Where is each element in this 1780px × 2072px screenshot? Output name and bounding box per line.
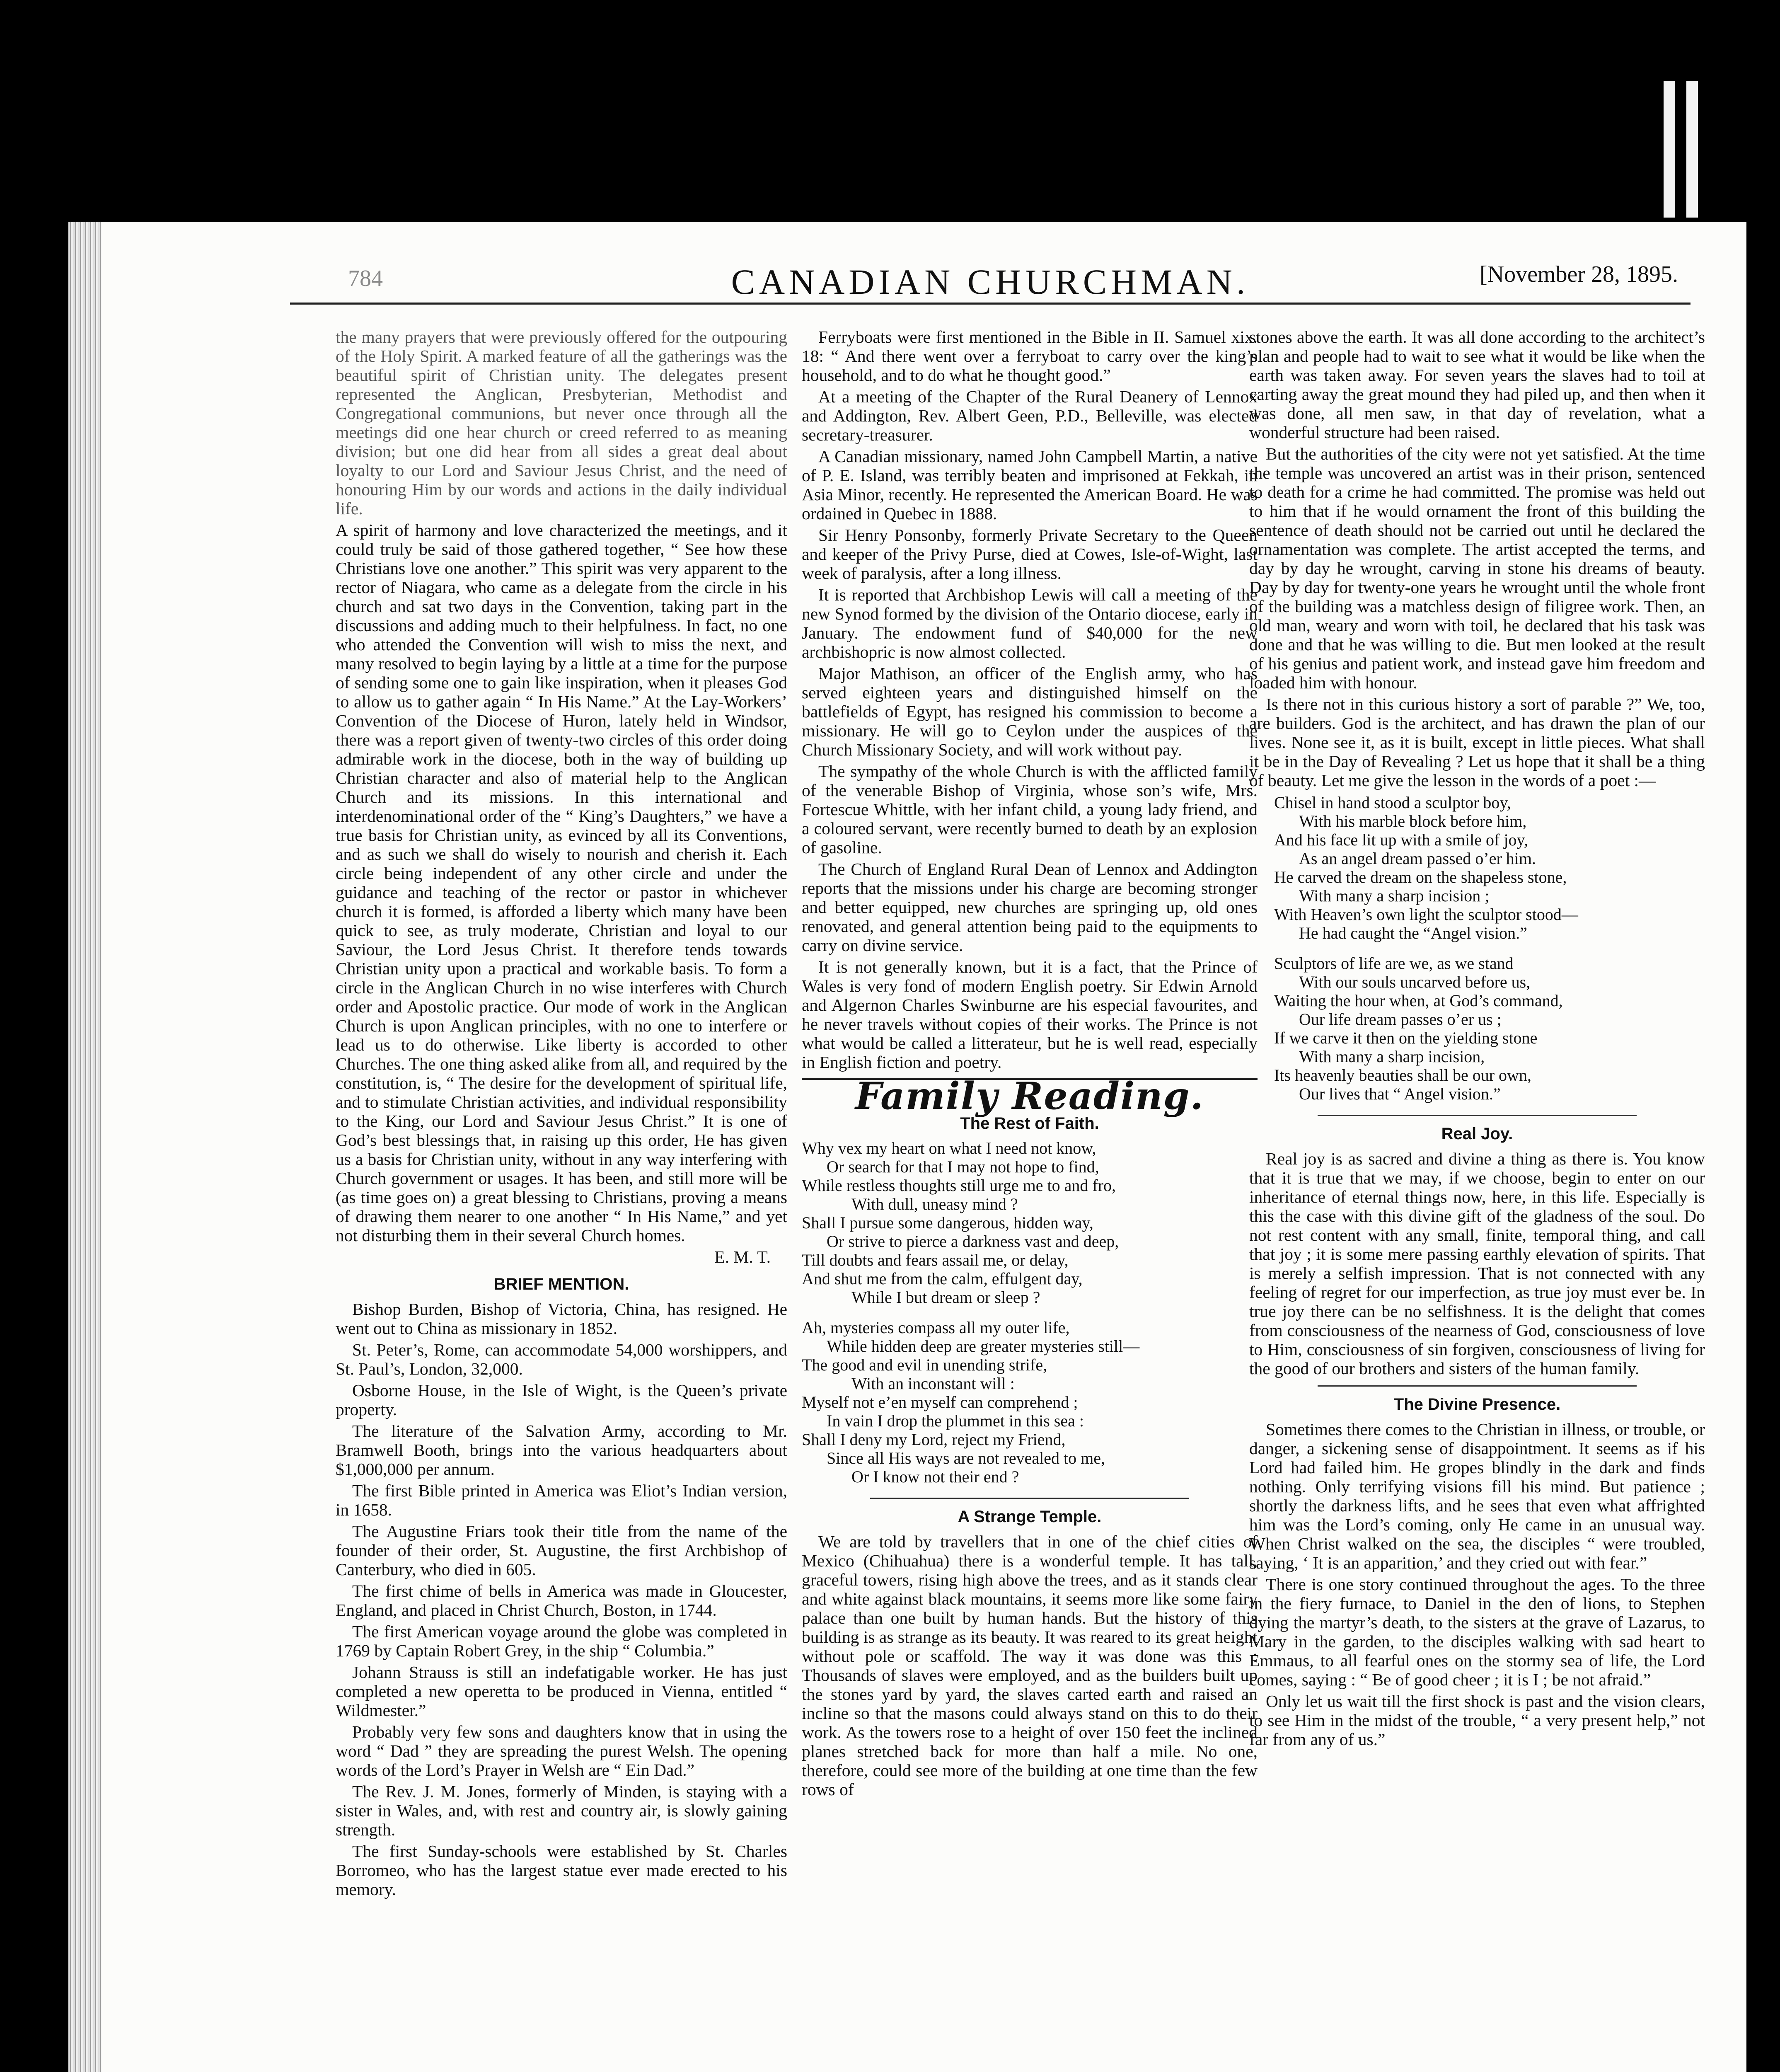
- page-stack-edge: [68, 222, 102, 2072]
- article-continuation-faded: the many prayers that were previously offered for the outpouring of the Holy Spirit. A marked feature of all the gatherings was the beautiful spirit of Christian unity. The delegates present represented the Anglican, Presbyterian, Methodist and Congregational communions, but never once through all the meetings did one hear church or creed referred to as meaning division; but one did hear from all sides a great deal about loyalty to our Lord and Saviour Jesus Christ, and the need of honouring Him by our words and actions in the daily individual life.: [336, 327, 787, 518]
- news-item: It is reported that Archbishop Lewis will call a meeting of the new Synod formed by the division of the Ontario diocese, early in January. The endowment fund of $40,000 for the new archbishopric is now almost collected.: [802, 585, 1258, 661]
- poem-line: Or strive to pierce a darkness vast and deep,: [827, 1232, 1119, 1251]
- article-title-strange-temple: A Strange Temple.: [958, 1508, 1102, 1526]
- poem-stanza: [1249, 793, 1705, 942]
- poem-line: With an inconstant will :: [851, 1374, 1015, 1393]
- page-number: 784: [348, 266, 383, 291]
- news-item: Sir Henry Ponsonby, formerly Private Secretary to the Queen and keeper of the Privy Purse, died at Cowes, Isle-of-Wight, last week of paralysis, after a long illness.: [802, 525, 1258, 583]
- poem-line: Or I know not their end ?: [851, 1467, 1019, 1486]
- divider: [1318, 1385, 1637, 1387]
- poem-line: Or search for that I may not hope to find,: [827, 1157, 1099, 1176]
- poem-line: With many a sharp incision ;: [1299, 886, 1490, 905]
- poem-line: If we carve it then on the yielding stone: [1274, 1029, 1538, 1047]
- poem-line: Chisel in hand stood a sculptor boy,: [1274, 793, 1511, 812]
- news-item: Ferryboats were first mentioned in the Bible in II. Samuel xix. 18: “ And there went over a ferryboat to carry over the king’s household, and to do what he thought good.”: [802, 327, 1258, 385]
- poem-line: Waiting the hour when, at God’s command,: [1274, 991, 1563, 1010]
- column-left: [336, 327, 787, 1901]
- brief-item: Bishop Burden, Bishop of Victoria, China, has resigned. He went out to China as missionary in 1852.: [336, 1300, 787, 1338]
- poem-line: Our life dream passes o’er us ;: [1299, 1010, 1502, 1029]
- poem-line: Our lives that “ Angel vision.”: [1299, 1084, 1501, 1103]
- article-continuation: A spirit of harmony and love characterized the meetings, and it could truly be said of those gathered together, “ See how these Christians love one another.” This spirit was very apparent to the rector of Niagara, who came as a delegate from the circle in his church and sat two days in the Convention, taking part in the discussions and adding much to their helpfulness. In fact, no one who attended the Convention will wish to miss the next, and many resolved to begin laying by a little at a time for the purpose of sending some one to gain like inspiration, when it pleases God to allow us to gather again “ In His Name.” At the Lay-Workers’ Convention of the Diocese of Huron, lately held in Windsor, there was a report given of twenty-two circles of this order doing admirable work in the diocese, both in the way of building up Christian character and also of material help to the Anglican Church and its missions. In this international and interdenominational order of the “ King’s Daughters,” we have a true basis for Christian unity, as evinced by all its Conventions, and as such we shall do wisely to nourish and cherish it. Each circle being independent of any other circle and under the guidance and teaching of the rector or pastor in whichever church it is formed, is afforded a liberty which many have been quick to see, as truly moderate, Christian and loyal to our Saviour, the Lord Jesus Christ. It therefore tends towards Christian unity upon a practical and workable basis. To form a circle in the Anglican Church in no wise interferes with Church order and Apostolic practice. Our mode of work in the Anglican Church is upon Anglican principles, with no one to interfere or lead us to do otherwise. Like liberty is accorded to other Churches. The one thing asked alike from all, and required by the constitution, is, “ The desire for the development of spiritual life, and to stimulate Christian activities, and individual responsibility to the King, our Lord and Saviour Jesus Christ.” It is one of God’s best blessings that, in raising up this order, He has given us a basis for Christian unity, without in any way interfering with Church government or usages. It has been, and still more will be (as time goes on) a great blessing to Christians, proving a means of drawing them nearer to one another “ In His Name,” and yet not disturbing them in their several Church homes.: [336, 520, 787, 1245]
- section-heading-brief-mention: BRIEF MENTION.: [493, 1275, 629, 1293]
- news-item: At a meeting of the Chapter of the Rural Deanery of Lennox and Addington, Rev. Albert Geen, P.D., Belleville, was elected secretary-treasurer.: [802, 387, 1258, 444]
- article-paragraph: Is there not in this curious history a sort of parable ?” We, too, are builders. God is the architect, and has drawn the plan of our lives. None see it, as it is built, except in little pieces. What shall it be in the Day of Revealing ? Let us hope that it shall be a thing of beauty. Let me give the lesson in the words of a poet :—: [1249, 695, 1705, 790]
- news-item: The Church of England Rural Dean of Lennox and Addington reports that the missions under his charge are becoming stronger and better equipped, new churches are springing up, old ones renovated, and general attention being paid to the equipments to carry on divine service.: [802, 859, 1258, 955]
- poem-line: With dull, uneasy mind ?: [851, 1195, 1018, 1213]
- brief-item: The first American voyage around the globe was completed in 1769 by Captain Robert Grey, in the ship “ Columbia.”: [336, 1622, 787, 1660]
- poem-line: Sculptors of life are we, as we stand: [1274, 954, 1514, 973]
- divider: [1318, 1115, 1637, 1116]
- article-paragraph: There is one story continued throughout the ages. To the three in the fiery furnace, to Daniel in the den of lions, to Stephen dying the martyr’s death, to the sisters at the grave of Lazarus, to Mary in the garden, to the disciples walking with sad heart to Emmaus, to all fearful ones on the stormy sea of life, the Lord comes, saying : “ Be of good cheer ; it is I ; be not afraid.”: [1249, 1575, 1705, 1689]
- poem-stanza: [802, 1139, 1258, 1307]
- poem-line: As an angel dream passed o’er him.: [1299, 849, 1536, 868]
- masthead-title: CANADIAN CHURCHMAN.: [731, 262, 1250, 302]
- news-item: A Canadian missionary, named John Campbell Martin, a native of P. E. Island, was terribly beaten and imprisoned at Fekkah, in Asia Minor, recently. He represented the American Board. He was ordained in Quebec in 1888.: [802, 447, 1258, 523]
- column-right: [1249, 327, 1705, 1751]
- film-mark: [1686, 81, 1698, 218]
- poem-line: While restless thoughts still urge me to and fro,: [802, 1176, 1116, 1195]
- news-item: Major Mathison, an officer of the English army, who has served eighteen years and distinguished himself on the battlefields of Egypt, has resigned his commission to become a missionary. He will go to Ceylon under the auspices of the Church Missionary Society, and will work without pay.: [802, 664, 1258, 759]
- brief-item: The Rev. J. M. Jones, formerly of Minden, is staying with a sister in Wales, and, with rest and country air, is slowly gaining strength.: [336, 1782, 787, 1839]
- family-reading-heading: Family Reading.: [855, 1074, 1204, 1118]
- brief-item: The Augustine Friars took their title from the name of the founder of their order, St. Augustine, the first Archbishop of Canterbury, who died in 605.: [336, 1522, 787, 1579]
- poem-line: With many a sharp incision,: [1299, 1047, 1485, 1066]
- poem-stanza: [802, 1318, 1258, 1486]
- poem-line: Why vex my heart on what I need not know,: [802, 1139, 1096, 1157]
- article-title-divine-presence: The Divine Presence.: [1393, 1395, 1561, 1414]
- poem-line: With his marble block before him,: [1299, 812, 1527, 830]
- poem-line: In vain I drop the plummet in this sea :: [827, 1411, 1084, 1430]
- article-paragraph: But the authorities of the city were not yet satisfied. At the time the temple was uncovered an artist was in their prison, sentenced to death for a crime he had committed. The promise was held out to him that if he would ornament the front of this building the sentence of death should not be carried out until he declared the ornamentation was complete. The artist accepted the terms, and day by day he wrought, carving in stone his dreams of beauty. Day by day for twenty-one years he wrought until the whole front of the building was a matchless design of filigree work. Then, an old man, weary and worn with toil, he declared that his task was done and that he was willing to die. But men looked at the result of his genius and patient work, and instead gave him freedom and loaded him with honour.: [1249, 444, 1705, 692]
- film-mark: [1664, 81, 1675, 218]
- poem-line: With our souls uncarved before us,: [1299, 973, 1531, 991]
- poem-line: The good and evil in unending strife,: [802, 1356, 1047, 1374]
- poem-line: While I but dream or sleep ?: [851, 1288, 1040, 1307]
- article-title-real-joy: Real Joy.: [1441, 1125, 1513, 1143]
- page-header: [290, 257, 1691, 305]
- article-paragraph: Real joy is as sacred and divine a thing as there is. You know that it is true that we may, if we choose, begin to enter on our inheritance of eternal things now, here, in this life. Especially is this the case with this divine gift of the gladness of the soul. Do not rest content with any small, finite, temporal thing, and call that joy ; it is some mere passing earthly elevation of spirits. That is merely a selfish impression. That is not connected with any feeling of regret for our imperfection, as true joy must ever be. In true joy there can be no selfishness. It is the delight that comes from consciousness of the nearness of God, consciousness of love to Him, consciousness of sin forgiven, consciousness of living for the good of our brothers and sisters of the human family.: [1249, 1149, 1705, 1378]
- poem-line: Its heavenly beauties shall be our own,: [1274, 1066, 1531, 1084]
- brief-item: Probably very few sons and daughters know that in using the word “ Dad ” they are spreading the purest Welsh. The opening words of the Lord’s Prayer in Welsh are “ Ein Dad.”: [336, 1722, 787, 1779]
- poem-line: Shall I pursue some dangerous, hidden way,: [802, 1213, 1093, 1232]
- poem-stanza: [1249, 954, 1705, 1103]
- poem-line: And shut me from the calm, effulgent day,: [802, 1269, 1083, 1288]
- news-item: It is not generally known, but it is a fact, that the Prince of Wales is very fond of modern English poetry. Sir Edwin Arnold and Algernon Charles Swinburne are his especial favourites, and he never travels without copies of their works. The Prince is not what would be called a litterateur, but he is well read, especially in English fiction and poetry.: [802, 957, 1258, 1072]
- poem-line: And his face lit up with a smile of joy,: [1274, 830, 1528, 849]
- poem-line: He had caught the “Angel vision.”: [1299, 924, 1527, 942]
- article-paragraph: Sometimes there comes to the Christian in illness, or trouble, or danger, a sickening sense of disappointment. It seems as if his Lord had failed him. He gropes blindly in the dark and finds nothing. Only terrifying visions fill his mind. But patience ; shortly the darkness lifts, and he sees that even what affrighted him was the Lord’s coming, only He came in an unusual way. When Christ walked on the sea, the disciples “ were troubled, saying, ‘ It is an apparition,’ and they cried out with fear.”: [1249, 1420, 1705, 1572]
- poem-line: Ah, mysteries compass all my outer life,: [802, 1318, 1070, 1337]
- signature: E. M. T.: [714, 1247, 771, 1266]
- poem-rest-of-faith: [802, 1139, 1258, 1486]
- poem-line: While hidden deep are greater mysteries still—: [827, 1337, 1140, 1356]
- poem-sculptor: [1249, 793, 1705, 1103]
- article-paragraph: We are told by travellers that in one of the chief cities of Mexico (Chihuahua) there is a wonderful temple. It has tall, graceful towers, rising high above the trees, and as it stands clear and white against black mountains, it seems more like some fairy palace than one built by human hands. But the history of this building is as strange as its beauty. It was reared to its great height without pole or scaffold. The way it was done was this : Thousands of slaves were employed, and as the builders built up the stones yard by yard, the slaves carted earth and raised an incline so that the masons could always stand on this to do their work. As the towers rose to a height of over 150 feet the inclined planes stretched back for more than half a mile. No one, therefore, could see more of the building at one time than the few rows of: [802, 1532, 1258, 1799]
- divider: [870, 1498, 1189, 1499]
- article-paragraph: stones above the earth. It was all done according to the architect’s plan and people had to wait to see what it would be like when the earth was taken away. For seven years the slaves had to toil at carting away the great mound they had piled up, and then when it was done, all men saw, in that day of revelation, what a wonderful structure had been raised.: [1249, 327, 1705, 442]
- poem-line: Myself not e’en myself can comprehend ;: [802, 1393, 1078, 1411]
- article-paragraph: Only let us wait till the first shock is past and the vision clears, to see Him in the midst of the trouble, “ a very present help,” not far from any of us.”: [1249, 1692, 1705, 1749]
- brief-item: The first chime of bells in America was made in Gloucester, England, and placed in Christ Church, Boston, in 1744.: [336, 1581, 787, 1619]
- brief-item: The literature of the Salvation Army, according to Mr. Bramwell Booth, brings into the various headquarters about $1,000,000 per annum.: [336, 1421, 787, 1479]
- news-item: The sympathy of the whole Church is with the afflicted family of the venerable Bishop of Virginia, whose son’s wife, Mrs. Fortescue Whittle, with her infant child, a young lady friend, and a coloured servant, were recently burned to death by an explosion of gasoline.: [802, 762, 1258, 857]
- poem-line: Shall I deny my Lord, reject my Friend,: [802, 1430, 1066, 1449]
- brief-item: The first Bible printed in America was Eliot’s Indian version, in 1658.: [336, 1481, 787, 1519]
- poem-line: He carved the dream on the shapeless stone,: [1274, 868, 1567, 886]
- issue-date: [November 28, 1895.: [1479, 261, 1678, 287]
- poem-title-rest-of-faith: The Rest of Faith.: [960, 1114, 1099, 1133]
- poem-line: With Heaven’s own light the sculptor stood—: [1274, 905, 1578, 924]
- column-middle: [802, 327, 1258, 1801]
- brief-item: Osborne House, in the Isle of Wight, is the Queen’s private property.: [336, 1381, 787, 1419]
- brief-item: The first Sunday-schools were established by St. Charles Borromeo, who has the largest statue ever made erected to his memory.: [336, 1842, 787, 1899]
- poem-line: Since all His ways are not revealed to me,: [827, 1449, 1105, 1467]
- brief-item: Johann Strauss is still an indefatigable worker. He has just completed a new operetta to be produced in Vienna, entitled “ Wildmester.”: [336, 1663, 787, 1720]
- poem-line: Till doubts and fears assail me, or delay,: [802, 1251, 1069, 1269]
- brief-item: St. Peter’s, Rome, can accommodate 54,000 worshippers, and St. Paul’s, London, 32,000.: [336, 1340, 787, 1378]
